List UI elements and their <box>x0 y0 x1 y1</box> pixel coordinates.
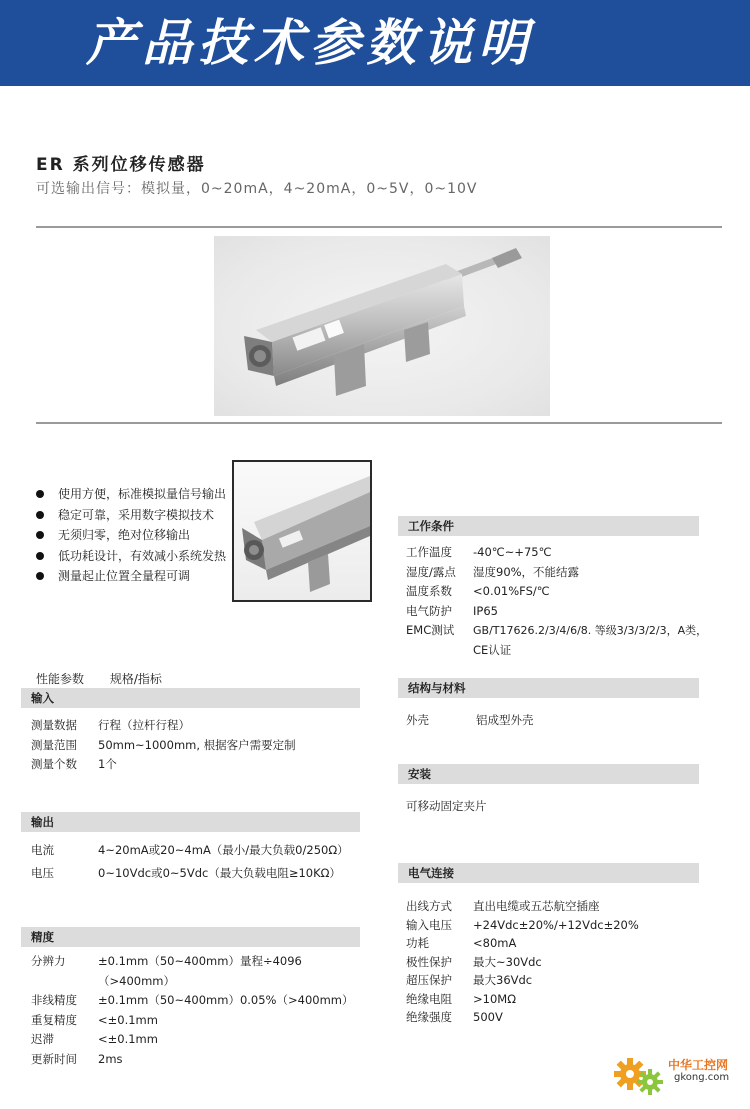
row-key: 电压 <box>31 866 54 880</box>
table-row <box>406 971 706 990</box>
table-row <box>31 755 351 775</box>
output-table <box>31 839 361 885</box>
row-value: 1个 <box>98 757 117 771</box>
table-row <box>406 621 742 641</box>
section-input: 输入 <box>21 688 360 708</box>
row-key: 出线方式 <box>406 899 452 913</box>
row-key: 绝缘电阻 <box>406 991 452 1006</box>
row-key: 功耗 <box>406 936 429 950</box>
row-value: -40℃~+75℃ <box>473 545 552 559</box>
row-key: 电流 <box>31 843 54 857</box>
structure-table <box>406 711 706 731</box>
table-row <box>31 862 361 885</box>
section-structure: 结构与材料 <box>398 678 699 698</box>
divider-bottom <box>36 422 722 424</box>
feature-item: 使用方便，标准模拟量信号输出 <box>36 484 226 505</box>
row-key: 更新时间 <box>31 1051 77 1066</box>
table-row <box>406 1008 706 1027</box>
table-row <box>406 711 706 731</box>
table-row <box>31 1050 371 1070</box>
row-key: 测量个数 <box>31 757 77 771</box>
feature-list <box>36 484 226 587</box>
row-value: 行程（拉杆行程） <box>98 718 190 732</box>
table-row <box>31 1011 371 1031</box>
divider-top <box>36 226 722 228</box>
install-text: 可移动固定夹片 <box>406 799 487 813</box>
row-value: 50mm~1000mm, 根据客户需要定制 <box>98 737 296 752</box>
banner-title: 产品技术参数说明 <box>86 14 534 72</box>
row-key: 重复精度 <box>31 1012 77 1027</box>
table-row <box>406 897 706 916</box>
row-value: 最大36Vdc <box>473 973 533 987</box>
section-install: 安装 <box>398 764 699 784</box>
row-key: 迟滞 <box>31 1032 54 1046</box>
row-value: 湿度90%，不能结露 <box>473 564 580 579</box>
table-row <box>406 563 742 583</box>
section-electrical: 电气连接 <box>398 863 699 883</box>
feature-item: 测量起止位置全量程可调 <box>36 566 226 587</box>
table-row <box>31 1030 371 1050</box>
params-header-col2: 规格/指标 <box>109 672 162 686</box>
watermark-brand: 中华工控网 <box>668 1058 729 1072</box>
row-value: 铝成型外壳 <box>476 713 534 727</box>
row-key: 极性保护 <box>406 954 452 969</box>
row-value: >10MΩ <box>473 991 516 1006</box>
row-key: 湿度/露点 <box>406 564 456 579</box>
sensor-thumbnail-illustration <box>234 462 370 600</box>
gkong-watermark-logo <box>614 1052 744 1100</box>
table-row <box>406 916 706 935</box>
table-row <box>31 839 361 862</box>
table-row <box>406 990 706 1009</box>
table-row <box>406 582 742 602</box>
row-value: GB/T17626.2/3/4/6/8. 等级3/3/3/2/3，A类， <box>473 624 708 637</box>
table-row <box>406 641 742 661</box>
row-value: +24Vdc±20%/+12Vdc±20% <box>473 917 639 932</box>
section-precision: 精度 <box>21 927 360 947</box>
row-value: IP65 <box>473 603 498 618</box>
row-value: <0.01%FS/℃ <box>473 584 550 598</box>
feature-item: 稳定可靠，采用数字模拟技术 <box>36 505 226 526</box>
row-key: 测量范围 <box>31 737 77 752</box>
electrical-table <box>406 897 706 1027</box>
product-thumbnail <box>232 460 372 602</box>
input-table <box>31 716 351 775</box>
row-key: 超压保护 <box>406 973 452 987</box>
row-value: ±0.1mm（50~400mm）量程÷4096（>400mm） <box>98 954 302 988</box>
params-header <box>36 670 162 687</box>
row-key: 输入电压 <box>406 917 452 932</box>
row-key <box>406 641 473 661</box>
table-row <box>31 716 351 736</box>
working-table <box>406 543 742 660</box>
feature-item: 无须归零，绝对位移输出 <box>36 525 226 546</box>
row-key: 外壳 <box>406 713 429 727</box>
section-output: 输出 <box>21 812 360 832</box>
row-key: 工作温度 <box>406 545 452 559</box>
output-signal-options: 可选输出信号：模拟量，0~20mA，4~20mA，0~5V，0~10V <box>36 181 478 197</box>
product-name: ER 系列位移传感器 <box>36 155 206 175</box>
watermark-site: gkong.com <box>674 1072 730 1083</box>
table-row <box>406 953 706 972</box>
row-value: <80mA <box>473 936 517 950</box>
row-value: 4~20mA或20~4mA（最小/最大负载0/250Ω） <box>98 843 349 857</box>
gear-icon <box>614 1052 664 1098</box>
table-row <box>31 736 351 756</box>
row-value: 500V <box>473 1010 503 1024</box>
table-row <box>406 602 742 622</box>
row-key: 非线精度 <box>31 993 77 1007</box>
params-header-col1: 性能参数 <box>36 672 85 686</box>
row-key: 电气防护 <box>406 603 452 618</box>
row-key: 分辨力 <box>31 954 66 968</box>
row-value: 直出电缆或五芯航空插座 <box>473 899 600 913</box>
row-key: 测量数据 <box>31 718 77 732</box>
row-key: EMC测试 <box>406 623 455 637</box>
row-key: 绝缘强度 <box>406 1010 452 1024</box>
row-value: CE认证 <box>473 642 512 657</box>
product-photo <box>214 236 550 416</box>
row-value: <±0.1mm <box>98 1032 158 1046</box>
row-value: 最大~30Vdc <box>473 954 542 969</box>
table-row <box>31 991 371 1011</box>
table-row <box>406 934 706 953</box>
table-row <box>31 952 371 991</box>
row-value: 0~10Vdc或0~5Vdc（最大负载电阻≥10KΩ） <box>98 866 341 880</box>
row-value: 2ms <box>98 1051 123 1066</box>
table-row <box>406 543 742 563</box>
sensor-illustration <box>214 236 550 416</box>
precision-table <box>31 952 371 1069</box>
page-banner <box>0 0 750 86</box>
row-key: 温度系数 <box>406 584 452 598</box>
section-working-conditions: 工作条件 <box>398 516 699 536</box>
row-value: ±0.1mm（50~400mm）0.05%（>400mm） <box>98 993 354 1007</box>
row-value: <±0.1mm <box>98 1012 158 1027</box>
feature-item: 低功耗设计，有效减小系统发热 <box>36 546 226 567</box>
